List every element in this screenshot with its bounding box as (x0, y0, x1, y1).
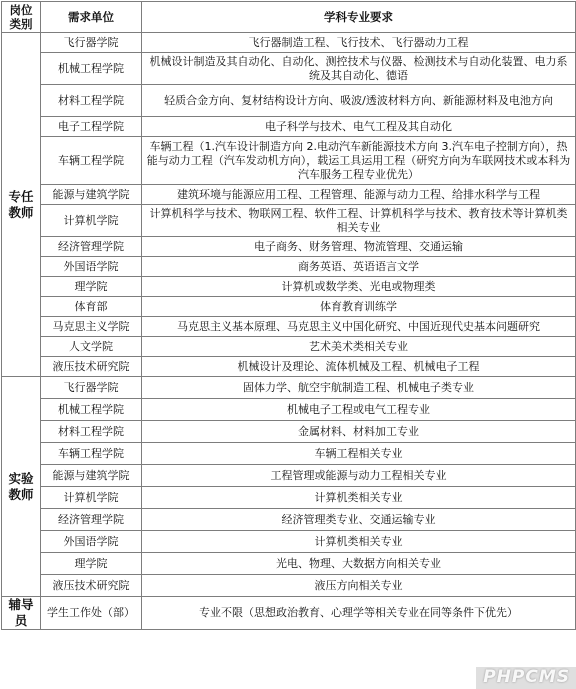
requirement-cell: 艺术美术类相关专业 (142, 337, 576, 357)
table-row (2, 443, 576, 465)
unit-cell: 人文学院 (41, 337, 142, 357)
unit-cell: 计算机学院 (41, 487, 142, 509)
unit-cell: 飞行器学院 (41, 377, 142, 399)
requirement-cell: 轻质合金方向、复材结构设计方向、吸波/透波材料方向、新能源材料及电池方向 (142, 85, 576, 117)
table-row (2, 377, 576, 399)
category-cell-counselor: 辅导员 (2, 597, 41, 630)
unit-cell: 计算机学院 (41, 205, 142, 237)
unit-cell: 材料工程学院 (41, 85, 142, 117)
recruitment-table (1, 1, 576, 630)
unit-cell: 经济管理学院 (41, 237, 142, 257)
table-row (2, 553, 576, 575)
table-header-row (2, 2, 576, 33)
requirement-cell: 飞行器制造工程、飞行技术、飞行器动力工程 (142, 33, 576, 53)
unit-cell: 外国语学院 (41, 531, 142, 553)
table-row (2, 137, 576, 185)
requirement-cell: 商务英语、英语语言文学 (142, 257, 576, 277)
table-row (2, 531, 576, 553)
unit-cell: 经济管理学院 (41, 509, 142, 531)
requirement-cell: 体育教育训练学 (142, 297, 576, 317)
table-row (2, 317, 576, 337)
unit-cell: 理学院 (41, 277, 142, 297)
unit-cell: 机械工程学院 (41, 399, 142, 421)
unit-cell: 外国语学院 (41, 257, 142, 277)
requirement-cell: 车辆工程（1.汽车设计制造方向 2.电动汽车新能源技术方向 3.汽车电子控制方向），热能与动力工程（汽车发动机方向），载运工具运用工程（研究方向为车联网技术或本科为汽车服务工程专业优先） (142, 137, 576, 185)
category-cell-fulltime: 专任教师 (2, 33, 41, 377)
table-row (2, 575, 576, 597)
table-row (2, 237, 576, 257)
table-row (2, 421, 576, 443)
requirement-cell: 车辆工程相关专业 (142, 443, 576, 465)
unit-cell: 理学院 (41, 553, 142, 575)
requirement-cell: 马克思主义基本原理、马克思主义中国化研究、中国近现代史基本问题研究 (142, 317, 576, 337)
unit-cell: 体育部 (41, 297, 142, 317)
unit-cell: 能源与建筑学院 (41, 465, 142, 487)
category-cell-lab: 实验教师 (2, 377, 41, 597)
requirement-cell: 机械电子工程或电气工程专业 (142, 399, 576, 421)
requirement-cell: 经济管理类专业、交通运输专业 (142, 509, 576, 531)
table-row (2, 597, 576, 630)
unit-cell: 液压技术研究院 (41, 357, 142, 377)
header-requirement: 学科专业要求 (142, 2, 576, 33)
table-row (2, 357, 576, 377)
table-row (2, 487, 576, 509)
unit-cell: 车辆工程学院 (41, 443, 142, 465)
unit-cell: 马克思主义学院 (41, 317, 142, 337)
table-row (2, 117, 576, 137)
table-row (2, 277, 576, 297)
unit-cell: 飞行器学院 (41, 33, 142, 53)
table-row (2, 185, 576, 205)
unit-cell: 液压技术研究院 (41, 575, 142, 597)
requirement-cell: 电子科学与技术、电气工程及其自动化 (142, 117, 576, 137)
requirement-cell: 专业不限（思想政治教育、心理学等相关专业在同等条件下优先） (142, 597, 576, 630)
header-category: 岗位类别 (2, 2, 41, 33)
requirement-cell: 机械设计及理论、流体机械及工程、机械电子工程 (142, 357, 576, 377)
header-unit: 需求单位 (41, 2, 142, 33)
requirement-cell: 计算机或数学类、光电或物理类 (142, 277, 576, 297)
table-row (2, 465, 576, 487)
requirement-cell: 计算机类相关专业 (142, 531, 576, 553)
requirement-cell: 电子商务、财务管理、物流管理、交通运输 (142, 237, 576, 257)
unit-cell: 电子工程学院 (41, 117, 142, 137)
requirement-cell: 机械设计制造及其自动化、自动化、测控技术与仪器、检测技术与自动化装置、电力系统及其自动化、德语 (142, 53, 576, 85)
table-row (2, 33, 576, 53)
table-row (2, 205, 576, 237)
requirement-cell: 金属材料、材料加工专业 (142, 421, 576, 443)
unit-cell: 学生工作处（部） (41, 597, 142, 630)
requirement-cell: 光电、物理、大数据方向相关专业 (142, 553, 576, 575)
requirement-cell: 液压方向相关专业 (142, 575, 576, 597)
watermark-logo: PHPCMS (483, 667, 570, 687)
table-row (2, 85, 576, 117)
table-row (2, 297, 576, 317)
requirement-cell: 计算机科学与技术、物联网工程、软件工程、计算机科学与技术、教育技术等计算机类相关专业 (142, 205, 576, 237)
table-row (2, 509, 576, 531)
table-row (2, 53, 576, 85)
requirement-cell: 工程管理或能源与动力工程相关专业 (142, 465, 576, 487)
requirement-cell: 固体力学、航空宇航制造工程、机械电子类专业 (142, 377, 576, 399)
unit-cell: 材料工程学院 (41, 421, 142, 443)
requirement-cell: 计算机类相关专业 (142, 487, 576, 509)
unit-cell: 车辆工程学院 (41, 137, 142, 185)
requirement-cell: 建筑环境与能源应用工程、工程管理、能源与动力工程、给排水科学与工程 (142, 185, 576, 205)
table-row (2, 257, 576, 277)
unit-cell: 能源与建筑学院 (41, 185, 142, 205)
table-row (2, 337, 576, 357)
table-row (2, 399, 576, 421)
unit-cell: 机械工程学院 (41, 53, 142, 85)
